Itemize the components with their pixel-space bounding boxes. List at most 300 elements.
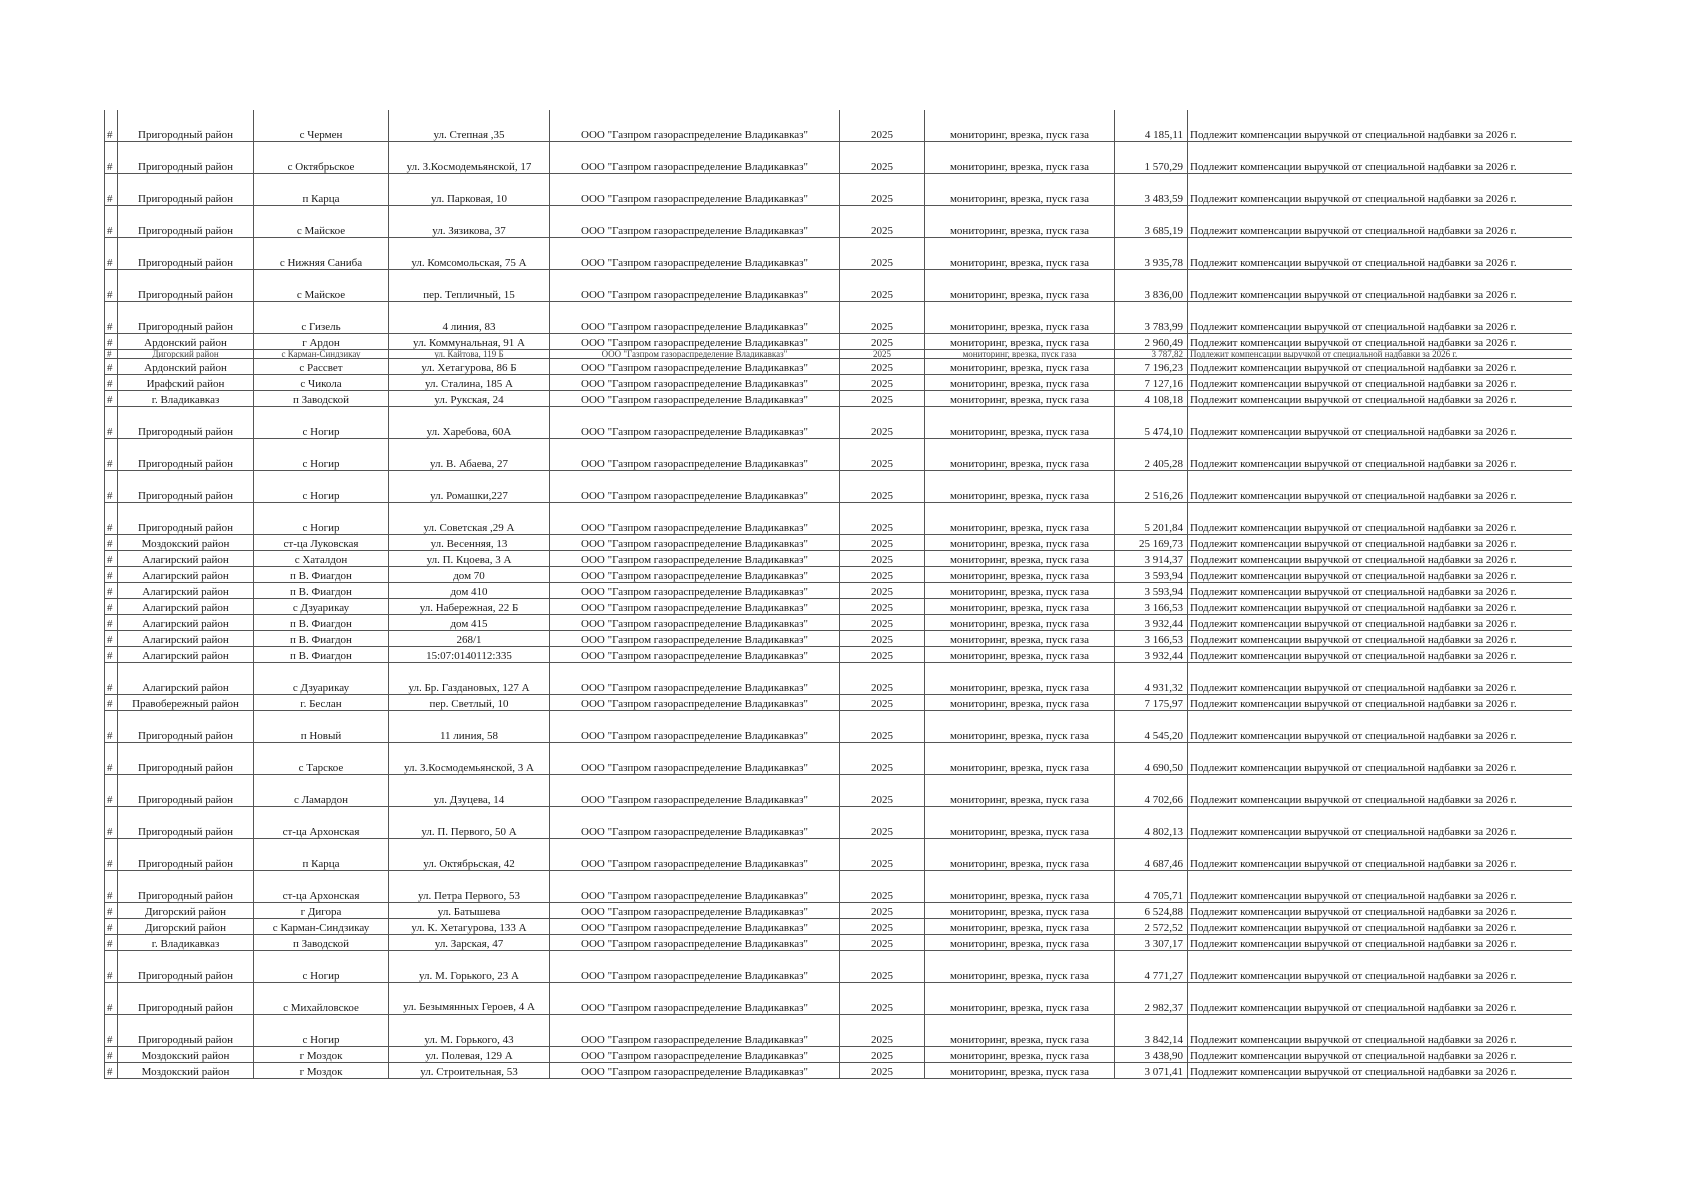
organization-cell: ООО "Газпром газораспределение Владикавказ" <box>550 206 840 238</box>
address-cell: ул. Степная ,35 <box>389 110 550 142</box>
note-cell: Подлежит компенсации выручкой от специальной надбавки за 2026 г. <box>1188 503 1573 535</box>
note-cell: Подлежит компенсации выручкой от специальной надбавки за 2026 г. <box>1188 206 1573 238</box>
address-cell: 11 линия, 58 <box>389 711 550 743</box>
district-cell: Пригородный район <box>118 839 254 871</box>
row-marker: # <box>105 951 118 983</box>
row-marker: # <box>105 871 118 903</box>
locality-cell: с Дзуарикау <box>254 663 389 695</box>
row-marker: # <box>105 359 118 375</box>
note-cell: Подлежит компенсации выручкой от специальной надбавки за 2026 г. <box>1188 599 1573 615</box>
organization-cell: ООО "Газпром газораспределение Владикавказ" <box>550 174 840 206</box>
note-cell: Подлежит компенсации выручкой от специальной надбавки за 2026 г. <box>1188 775 1573 807</box>
note-cell: Подлежит компенсации выручкой от специальной надбавки за 2026 г. <box>1188 471 1573 503</box>
row-marker: # <box>105 206 118 238</box>
table-row <box>105 615 1573 631</box>
table-row <box>105 375 1573 391</box>
table-row <box>105 302 1573 334</box>
year-cell: 2025 <box>840 551 925 567</box>
row-marker: # <box>105 583 118 599</box>
address-cell: ул. М. Горького, 43 <box>389 1015 550 1047</box>
amount-cell: 3 914,37 <box>1115 551 1188 567</box>
table-row <box>105 551 1573 567</box>
locality-cell: п Заводской <box>254 391 389 407</box>
year-cell: 2025 <box>840 1047 925 1063</box>
amount-cell: 2 572,52 <box>1115 919 1188 935</box>
row-marker: # <box>105 302 118 334</box>
works-cell: мониторинг, врезка, пуск газа <box>925 663 1115 695</box>
note-cell: Подлежит компенсации выручкой от специальной надбавки за 2026 г. <box>1188 110 1573 142</box>
table-row <box>105 334 1573 350</box>
amount-cell: 4 802,13 <box>1115 807 1188 839</box>
table-row <box>105 775 1573 807</box>
table-row <box>105 743 1573 775</box>
year-cell: 2025 <box>840 535 925 551</box>
amount-cell: 4 687,46 <box>1115 839 1188 871</box>
amount-cell: 3 935,78 <box>1115 238 1188 270</box>
address-cell: ул. П. Кцоева, 3 А <box>389 551 550 567</box>
district-cell: Пригородный район <box>118 951 254 983</box>
works-cell: мониторинг, врезка, пуск газа <box>925 583 1115 599</box>
amount-cell: 4 705,71 <box>1115 871 1188 903</box>
locality-cell: с Ламардон <box>254 775 389 807</box>
works-cell: мониторинг, врезка, пуск газа <box>925 503 1115 535</box>
row-marker: # <box>105 503 118 535</box>
table-row <box>105 471 1573 503</box>
row-marker: # <box>105 839 118 871</box>
amount-cell: 4 545,20 <box>1115 711 1188 743</box>
organization-cell: ООО "Газпром газораспределение Владикавказ" <box>550 1047 840 1063</box>
district-cell: Пригородный район <box>118 775 254 807</box>
year-cell: 2025 <box>840 599 925 615</box>
works-cell: мониторинг, врезка, пуск газа <box>925 551 1115 567</box>
amount-cell: 7 196,23 <box>1115 359 1188 375</box>
district-cell: Алагирский район <box>118 599 254 615</box>
table-row <box>105 631 1573 647</box>
works-cell: мониторинг, врезка, пуск газа <box>925 599 1115 615</box>
locality-cell: п В. Фиагдон <box>254 647 389 663</box>
locality-cell: с Дзуарикау <box>254 599 389 615</box>
locality-cell: с Ногир <box>254 951 389 983</box>
table-row <box>105 1047 1573 1063</box>
organization-cell: ООО "Газпром газораспределение Владикавказ" <box>550 407 840 439</box>
address-cell: ул. Набережная, 22 Б <box>389 599 550 615</box>
address-cell: ул. Октябрьская, 42 <box>389 839 550 871</box>
locality-cell: ст-ца Луковская <box>254 535 389 551</box>
note-cell: Подлежит компенсации выручкой от специальной надбавки за 2026 г. <box>1188 439 1573 471</box>
table-row <box>105 535 1573 551</box>
district-cell: Алагирский район <box>118 551 254 567</box>
locality-cell: п Карца <box>254 839 389 871</box>
address-cell: ул. Строительная, 53 <box>389 1063 550 1079</box>
year-cell: 2025 <box>840 238 925 270</box>
table-row <box>105 711 1573 743</box>
row-marker: # <box>105 743 118 775</box>
amount-cell: 7 127,16 <box>1115 375 1188 391</box>
note-cell: Подлежит компенсации выручкой от специальной надбавки за 2026 г. <box>1188 663 1573 695</box>
table-row <box>105 919 1573 935</box>
locality-cell: с Хаталдон <box>254 551 389 567</box>
table-row <box>105 238 1573 270</box>
year-cell: 2025 <box>840 919 925 935</box>
table-row <box>105 142 1573 174</box>
row-marker: # <box>105 270 118 302</box>
table-row <box>105 1063 1573 1079</box>
row-marker: # <box>105 439 118 471</box>
year-cell: 2025 <box>840 302 925 334</box>
works-cell: мониторинг, врезка, пуск газа <box>925 711 1115 743</box>
row-marker: # <box>105 350 118 359</box>
amount-cell: 4 690,50 <box>1115 743 1188 775</box>
amount-cell: 3 166,53 <box>1115 599 1188 615</box>
locality-cell: г Ардон <box>254 334 389 350</box>
works-cell: мониторинг, врезка, пуск газа <box>925 871 1115 903</box>
address-cell: ул. Парковая, 10 <box>389 174 550 206</box>
row-marker: # <box>105 1063 118 1079</box>
address-cell: ул. Весенняя, 13 <box>389 535 550 551</box>
row-marker: # <box>105 615 118 631</box>
row-marker: # <box>105 375 118 391</box>
address-cell: 15:07:0140112:335 <box>389 647 550 663</box>
address-cell: ул. Дзуцева, 14 <box>389 775 550 807</box>
works-cell: мониторинг, врезка, пуск газа <box>925 206 1115 238</box>
organization-cell: ООО "Газпром газораспределение Владикавказ" <box>550 567 840 583</box>
district-cell: Алагирский район <box>118 647 254 663</box>
organization-cell: ООО "Газпром газораспределение Владикавказ" <box>550 807 840 839</box>
locality-cell: с Майское <box>254 270 389 302</box>
organization-cell: ООО "Газпром газораспределение Владикавказ" <box>550 375 840 391</box>
year-cell: 2025 <box>840 391 925 407</box>
amount-cell: 3 787,82 <box>1115 350 1188 359</box>
table-row <box>105 174 1573 206</box>
organization-cell: ООО "Газпром газораспределение Владикавказ" <box>550 391 840 407</box>
locality-cell: с Чермен <box>254 110 389 142</box>
amount-cell: 2 960,49 <box>1115 334 1188 350</box>
works-cell: мониторинг, врезка, пуск газа <box>925 903 1115 919</box>
locality-cell: ст-ца Архонская <box>254 871 389 903</box>
locality-cell: с Карман-Синдзикау <box>254 919 389 935</box>
row-marker: # <box>105 334 118 350</box>
table-row <box>105 663 1573 695</box>
district-cell: г. Владикавказ <box>118 935 254 951</box>
works-cell: мониторинг, врезка, пуск газа <box>925 919 1115 935</box>
works-cell: мониторинг, врезка, пуск газа <box>925 238 1115 270</box>
amount-cell: 3 932,44 <box>1115 647 1188 663</box>
table-row <box>105 359 1573 375</box>
locality-cell: с Ногир <box>254 407 389 439</box>
amount-cell: 5 201,84 <box>1115 503 1188 535</box>
works-cell: мониторинг, врезка, пуск газа <box>925 631 1115 647</box>
address-cell: ул. Комсомольская, 75 А <box>389 238 550 270</box>
locality-cell: с Рассвет <box>254 359 389 375</box>
amount-cell: 3 483,59 <box>1115 174 1188 206</box>
district-cell: Пригородный район <box>118 110 254 142</box>
district-cell: Правобережный район <box>118 695 254 711</box>
row-marker: # <box>105 647 118 663</box>
row-marker: # <box>105 631 118 647</box>
organization-cell: ООО "Газпром газораспределение Владикавказ" <box>550 551 840 567</box>
locality-cell: п Карца <box>254 174 389 206</box>
district-cell: Алагирский район <box>118 615 254 631</box>
year-cell: 2025 <box>840 503 925 535</box>
year-cell: 2025 <box>840 647 925 663</box>
note-cell: Подлежит компенсации выручкой от специальной надбавки за 2026 г. <box>1188 359 1573 375</box>
address-cell: ул. Рукская, 24 <box>389 391 550 407</box>
row-marker: # <box>105 238 118 270</box>
locality-cell: г. Беслан <box>254 695 389 711</box>
works-cell: мониторинг, врезка, пуск газа <box>925 647 1115 663</box>
row-marker: # <box>105 695 118 711</box>
organization-cell: ООО "Газпром газораспределение Владикавказ" <box>550 270 840 302</box>
works-cell: мониторинг, врезка, пуск газа <box>925 359 1115 375</box>
district-cell: Алагирский район <box>118 663 254 695</box>
amount-cell: 4 185,11 <box>1115 110 1188 142</box>
district-cell: Алагирский район <box>118 567 254 583</box>
locality-cell: с Майское <box>254 206 389 238</box>
works-cell: мониторинг, врезка, пуск газа <box>925 334 1115 350</box>
organization-cell: ООО "Газпром газораспределение Владикавказ" <box>550 334 840 350</box>
organization-cell: ООО "Газпром газораспределение Владикавказ" <box>550 1015 840 1047</box>
address-cell: ул. З.Космодемьянской, 17 <box>389 142 550 174</box>
address-cell: ул. Коммунальная, 91 А <box>389 334 550 350</box>
note-cell: Подлежит компенсации выручкой от специальной надбавки за 2026 г. <box>1188 903 1573 919</box>
address-cell: ул. Зарская, 47 <box>389 935 550 951</box>
amount-cell: 4 931,32 <box>1115 663 1188 695</box>
table-row <box>105 647 1573 663</box>
table-row <box>105 407 1573 439</box>
works-cell: мониторинг, врезка, пуск газа <box>925 142 1115 174</box>
locality-cell: п В. Фиагдон <box>254 567 389 583</box>
works-cell: мониторинг, врезка, пуск газа <box>925 983 1115 1015</box>
organization-cell: ООО "Газпром газораспределение Владикавказ" <box>550 935 840 951</box>
amount-cell: 3 685,19 <box>1115 206 1188 238</box>
year-cell: 2025 <box>840 471 925 503</box>
year-cell: 2025 <box>840 375 925 391</box>
address-cell: ул. М. Горького, 23 А <box>389 951 550 983</box>
row-marker: # <box>105 711 118 743</box>
district-cell: Пригородный район <box>118 871 254 903</box>
address-cell: ул. Советская ,29 А <box>389 503 550 535</box>
locality-cell: с Ногир <box>254 439 389 471</box>
address-cell: 268/1 <box>389 631 550 647</box>
table-row <box>105 983 1573 1015</box>
row-marker: # <box>105 663 118 695</box>
year-cell: 2025 <box>840 270 925 302</box>
year-cell: 2025 <box>840 142 925 174</box>
works-cell: мониторинг, врезка, пуск газа <box>925 775 1115 807</box>
district-cell: Пригородный район <box>118 471 254 503</box>
locality-cell: г Моздок <box>254 1047 389 1063</box>
amount-cell: 25 169,73 <box>1115 535 1188 551</box>
row-marker: # <box>105 174 118 206</box>
table-row <box>105 839 1573 871</box>
amount-cell: 4 771,27 <box>1115 951 1188 983</box>
locality-cell: с Нижняя Саниба <box>254 238 389 270</box>
amount-cell: 5 474,10 <box>1115 407 1188 439</box>
address-cell: ул. Бр. Газдановых, 127 А <box>389 663 550 695</box>
year-cell: 2025 <box>840 695 925 711</box>
works-cell: мониторинг, врезка, пуск газа <box>925 567 1115 583</box>
note-cell: Подлежит компенсации выручкой от специальной надбавки за 2026 г. <box>1188 583 1573 599</box>
district-cell: Пригородный район <box>118 206 254 238</box>
note-cell: Подлежит компенсации выручкой от специальной надбавки за 2026 г. <box>1188 375 1573 391</box>
works-cell: мониторинг, врезка, пуск газа <box>925 174 1115 206</box>
address-cell: ул. Полевая, 129 А <box>389 1047 550 1063</box>
locality-cell: с Чикола <box>254 375 389 391</box>
note-cell: Подлежит компенсации выручкой от специальной надбавки за 2026 г. <box>1188 919 1573 935</box>
organization-cell: ООО "Газпром газораспределение Владикавказ" <box>550 951 840 983</box>
row-marker: # <box>105 391 118 407</box>
locality-cell: с Гизель <box>254 302 389 334</box>
note-cell: Подлежит компенсации выручкой от специальной надбавки за 2026 г. <box>1188 334 1573 350</box>
district-cell: г. Владикавказ <box>118 391 254 407</box>
row-marker: # <box>105 775 118 807</box>
district-cell: Дигорский район <box>118 903 254 919</box>
note-cell: Подлежит компенсации выручкой от специальной надбавки за 2026 г. <box>1188 142 1573 174</box>
district-cell: Пригородный район <box>118 503 254 535</box>
address-cell: ул. Безымянных Героев, 4 А <box>389 983 550 1015</box>
organization-cell: ООО "Газпром газораспределение Владикавказ" <box>550 711 840 743</box>
locality-cell: п Новый <box>254 711 389 743</box>
locality-cell: п В. Фиагдон <box>254 583 389 599</box>
note-cell: Подлежит компенсации выручкой от специальной надбавки за 2026 г. <box>1188 270 1573 302</box>
amount-cell: 2 405,28 <box>1115 439 1188 471</box>
address-cell: ул. Зязикова, 37 <box>389 206 550 238</box>
year-cell: 2025 <box>840 567 925 583</box>
district-cell: Ардонский район <box>118 359 254 375</box>
district-cell: Ирафский район <box>118 375 254 391</box>
organization-cell: ООО "Газпром газораспределение Владикавказ" <box>550 350 840 359</box>
district-cell: Ардонский район <box>118 334 254 350</box>
locality-cell: с Карман-Синдзикау <box>254 350 389 359</box>
address-cell: ул. В. Абаева, 27 <box>389 439 550 471</box>
amount-cell: 4 108,18 <box>1115 391 1188 407</box>
table-row <box>105 206 1573 238</box>
amount-cell: 3 836,00 <box>1115 270 1188 302</box>
address-cell: дом 410 <box>389 583 550 599</box>
organization-cell: ООО "Газпром газораспределение Владикавказ" <box>550 615 840 631</box>
amount-cell: 3 071,41 <box>1115 1063 1188 1079</box>
year-cell: 2025 <box>840 334 925 350</box>
row-marker: # <box>105 919 118 935</box>
note-cell: Подлежит компенсации выручкой от специальной надбавки за 2026 г. <box>1188 535 1573 551</box>
works-cell: мониторинг, врезка, пуск газа <box>925 270 1115 302</box>
note-cell: Подлежит компенсации выручкой от специальной надбавки за 2026 г. <box>1188 807 1573 839</box>
address-cell: пер. Тепличный, 15 <box>389 270 550 302</box>
row-marker: # <box>105 1015 118 1047</box>
district-cell: Пригородный район <box>118 302 254 334</box>
address-cell: ул. К. Хетагурова, 133 А <box>389 919 550 935</box>
table-row <box>105 951 1573 983</box>
district-cell: Пригородный район <box>118 711 254 743</box>
locality-cell: п В. Фиагдон <box>254 631 389 647</box>
row-marker: # <box>105 407 118 439</box>
district-cell: Алагирский район <box>118 583 254 599</box>
address-cell: пер. Светлый, 10 <box>389 695 550 711</box>
works-cell: мониторинг, врезка, пуск газа <box>925 743 1115 775</box>
amount-cell: 4 702,66 <box>1115 775 1188 807</box>
organization-cell: ООО "Газпром газораспределение Владикавказ" <box>550 302 840 334</box>
works-cell: мониторинг, врезка, пуск газа <box>925 695 1115 711</box>
year-cell: 2025 <box>840 615 925 631</box>
row-marker: # <box>105 110 118 142</box>
amount-cell: 7 175,97 <box>1115 695 1188 711</box>
note-cell: Подлежит компенсации выручкой от специальной надбавки за 2026 г. <box>1188 350 1573 359</box>
works-cell: мониторинг, врезка, пуск газа <box>925 302 1115 334</box>
note-cell: Подлежит компенсации выручкой от специальной надбавки за 2026 г. <box>1188 615 1573 631</box>
year-cell: 2025 <box>840 174 925 206</box>
year-cell: 2025 <box>840 951 925 983</box>
organization-cell: ООО "Газпром газораспределение Владикавказ" <box>550 775 840 807</box>
row-marker: # <box>105 983 118 1015</box>
note-cell: Подлежит компенсации выручкой от специальной надбавки за 2026 г. <box>1188 551 1573 567</box>
address-cell: ул. П. Первого, 50 А <box>389 807 550 839</box>
table-row <box>105 567 1573 583</box>
amount-cell: 1 570,29 <box>1115 142 1188 174</box>
table-row <box>105 439 1573 471</box>
amount-cell: 6 524,88 <box>1115 903 1188 919</box>
amount-cell: 3 783,99 <box>1115 302 1188 334</box>
row-marker: # <box>105 535 118 551</box>
table-row <box>105 695 1573 711</box>
works-cell: мониторинг, врезка, пуск газа <box>925 1015 1115 1047</box>
table-row <box>105 391 1573 407</box>
row-marker: # <box>105 903 118 919</box>
year-cell: 2025 <box>840 1015 925 1047</box>
year-cell: 2025 <box>840 583 925 599</box>
organization-cell: ООО "Газпром газораспределение Владикавказ" <box>550 919 840 935</box>
locality-cell: п Заводской <box>254 935 389 951</box>
table-row <box>105 599 1573 615</box>
note-cell: Подлежит компенсации выручкой от специальной надбавки за 2026 г. <box>1188 647 1573 663</box>
address-cell: дом 415 <box>389 615 550 631</box>
district-cell: Пригородный район <box>118 983 254 1015</box>
note-cell: Подлежит компенсации выручкой от специальной надбавки за 2026 г. <box>1188 1015 1573 1047</box>
note-cell: Подлежит компенсации выручкой от специальной надбавки за 2026 г. <box>1188 407 1573 439</box>
note-cell: Подлежит компенсации выручкой от специальной надбавки за 2026 г. <box>1188 871 1573 903</box>
year-cell: 2025 <box>840 350 925 359</box>
organization-cell: ООО "Газпром газораспределение Владикавказ" <box>550 631 840 647</box>
note-cell: Подлежит компенсации выручкой от специальной надбавки за 2026 г. <box>1188 839 1573 871</box>
note-cell: Подлежит компенсации выручкой от специальной надбавки за 2026 г. <box>1188 711 1573 743</box>
locality-cell: с Михайловское <box>254 983 389 1015</box>
works-cell: мониторинг, врезка, пуск газа <box>925 839 1115 871</box>
row-marker: # <box>105 142 118 174</box>
note-cell: Подлежит компенсации выручкой от специальной надбавки за 2026 г. <box>1188 951 1573 983</box>
year-cell: 2025 <box>840 407 925 439</box>
table-body <box>105 110 1573 1079</box>
row-marker: # <box>105 567 118 583</box>
district-cell: Пригородный район <box>118 174 254 206</box>
works-cell: мониторинг, врезка, пуск газа <box>925 1063 1115 1079</box>
organization-cell: ООО "Газпром газораспределение Владикавказ" <box>550 359 840 375</box>
year-cell: 2025 <box>840 839 925 871</box>
amount-cell: 2 516,26 <box>1115 471 1188 503</box>
amount-cell: 3 593,94 <box>1115 567 1188 583</box>
address-cell: дом 70 <box>389 567 550 583</box>
table-row <box>105 270 1573 302</box>
table-row <box>105 350 1573 359</box>
amount-cell: 3 842,14 <box>1115 1015 1188 1047</box>
organization-cell: ООО "Газпром газораспределение Владикавказ" <box>550 583 840 599</box>
note-cell: Подлежит компенсации выручкой от специальной надбавки за 2026 г. <box>1188 1047 1573 1063</box>
table-row <box>105 1015 1573 1047</box>
district-cell: Пригородный район <box>118 807 254 839</box>
row-marker: # <box>105 471 118 503</box>
amount-cell: 3 438,90 <box>1115 1047 1188 1063</box>
note-cell: Подлежит компенсации выручкой от специальной надбавки за 2026 г. <box>1188 302 1573 334</box>
locality-cell: ст-ца Архонская <box>254 807 389 839</box>
works-cell: мониторинг, врезка, пуск газа <box>925 391 1115 407</box>
